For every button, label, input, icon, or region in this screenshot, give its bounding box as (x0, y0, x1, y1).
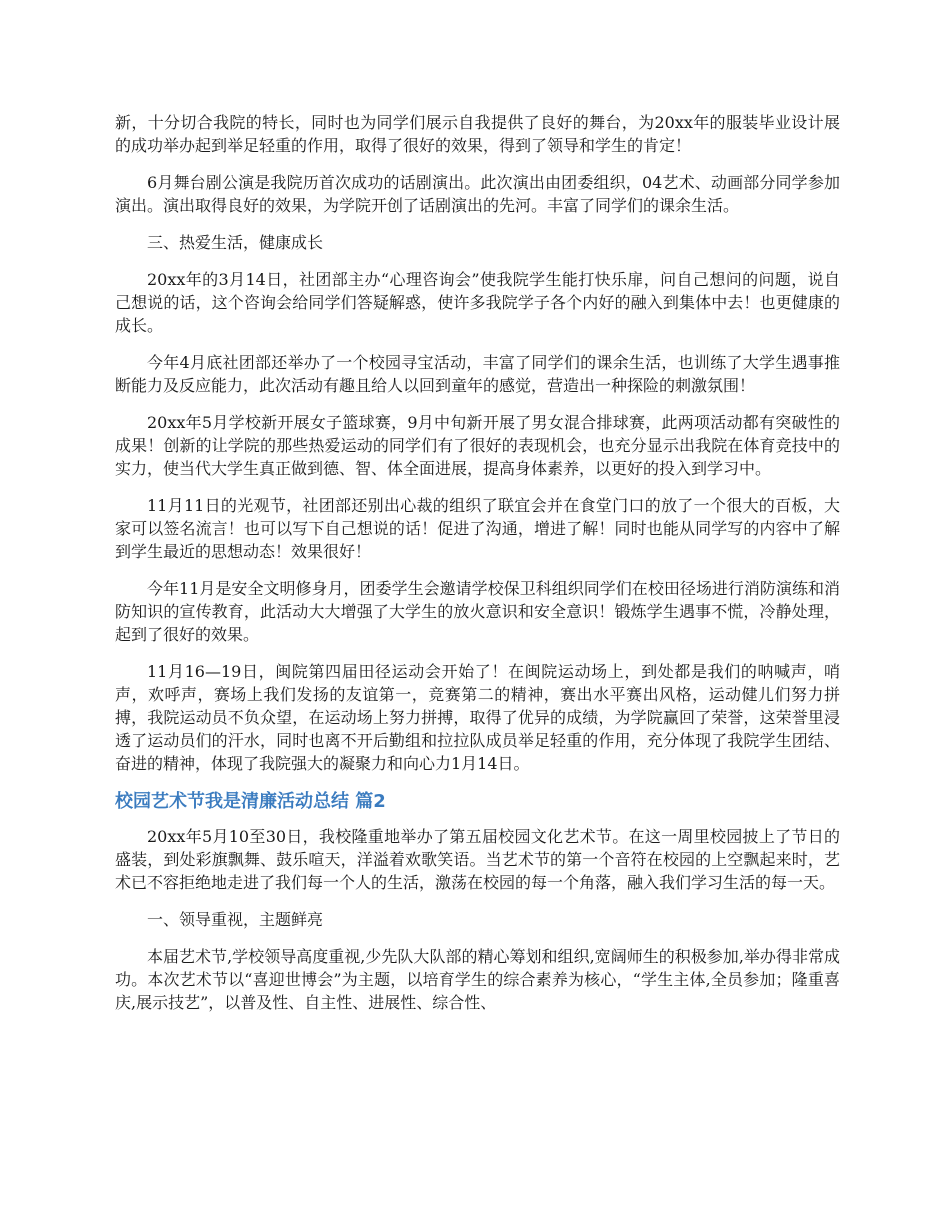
paragraph: 本届艺术节,学校领导高度重视,少先队大队部的精心筹划和组织,宽阔师生的积极参加,举办得非常成功。本次艺术节以“喜迎世博会”为主题，以培育学生的综合素养为核心，“学生主体,全员参加；隆重喜庆,展示技艺”，以普及性、自主性、进展性、综合性、 (115, 947, 840, 1012)
paragraph: 20xx年的3月14日，社团部主办“心理咨询会”使我院学生能打快乐扉，问自己想问的问题，说自己想说的话，这个咨询会给同学们答疑解惑，使许多我院学子各个内好的融入到集体中去！也更健康的成长。 (115, 270, 840, 335)
paragraph: 今年11月是安全文明修身月，团委学生会邀请学校保卫科组织同学们在校田径场进行消防演练和消防知识的宣传教育，此活动大大增强了大学生的放火意识和安全意识！锻炼学生遇事不慌，冷静处理，起到了很好的效果。 (115, 579, 840, 644)
paragraph: 新，十分切合我院的特长，同时也为同学们展示自我提供了良好的舞台，为20xx年的服装毕业设计展的成功举办起到举足轻重的作用，取得了很好的效果，得到了领导和学生的肯定！ (115, 113, 840, 155)
paragraph: 11月11日的光观节，社团部还别出心裁的组织了联宜会并在食堂门口的放了一个很大的百板，大家可以签名流言！也可以写下自己想说的话！促进了沟通，增进了解！同时也能从同学写的内容中了解到学生最近的思想动态！效果很好！ (115, 496, 840, 561)
paragraph: 11月16—19日，闽院第四届田径运动会开始了！在闽院运动场上，到处都是我们的呐喊声，哨声，欢呼声，赛场上我们发扬的友谊第一，竞赛第二的精神，赛出水平赛出风格，运动健儿们努力拼搏，我院运动员不负众望，在运动场上努力拼搏，取得了优异的成绩，为学院赢回了荣誉，这荣誉里浸透了运动员们的汗水，同时也离不开后勤组和拉拉队成员举足轻重的作用，充分体现了我院学生团结、奋进的精神，体现了我院强大的凝聚力和向心力1月14日。 (115, 662, 840, 773)
section-heading: 一、领导重视，主题鲜亮 (147, 910, 324, 929)
paragraph: 6月舞台剧公演是我院历首次成功的话剧演出。此次演出由团委组织，04艺术、动画部分同学参加演出。演出取得良好的效果，为学院开创了话剧演出的先河。丰富了同学们的课余生活。 (115, 173, 840, 215)
paragraph: 20xx年5月学校新开展女子篮球赛，9月中旬新开展了男女混合排球赛，此两项活动都有突破性的成果！创新的让学院的那些热爱运动的同学们有了很好的表现机会，也充分显示出我院在体育竞技中的实力，使当代大学生真正做到德、智、体全面进展，提高身体素养，以更好的投入到学习中。 (115, 413, 840, 478)
article-title: 校园艺术节我是清廉活动总结 篇2 (115, 791, 386, 812)
document-body (115, 111, 840, 1028)
paragraph: 20xx年5月10至30日，我校隆重地举办了第五届校园文化艺术节。在这一周里校园披上了节日的盛装，到处彩旗飘舞、鼓乐喧天，洋溢着欢歌笑语。当艺术节的第一个音符在校园的上空飘起来时，艺术已不容拒绝地走进了我们每一个人的生活，激荡在校园的每一个角落，融入我们学习生活的每一天。 (115, 827, 840, 892)
section-heading: 三、热爱生活，健康成长 (147, 233, 324, 252)
paragraph: 今年4月底社团部还举办了一个校园寻宝活动，丰富了同学们的课余生活，也训练了大学生遇事推断能力及反应能力，此次活动有趣且给人以回到童年的感觉，营造出一种探险的刺激氛围！ (115, 353, 840, 395)
